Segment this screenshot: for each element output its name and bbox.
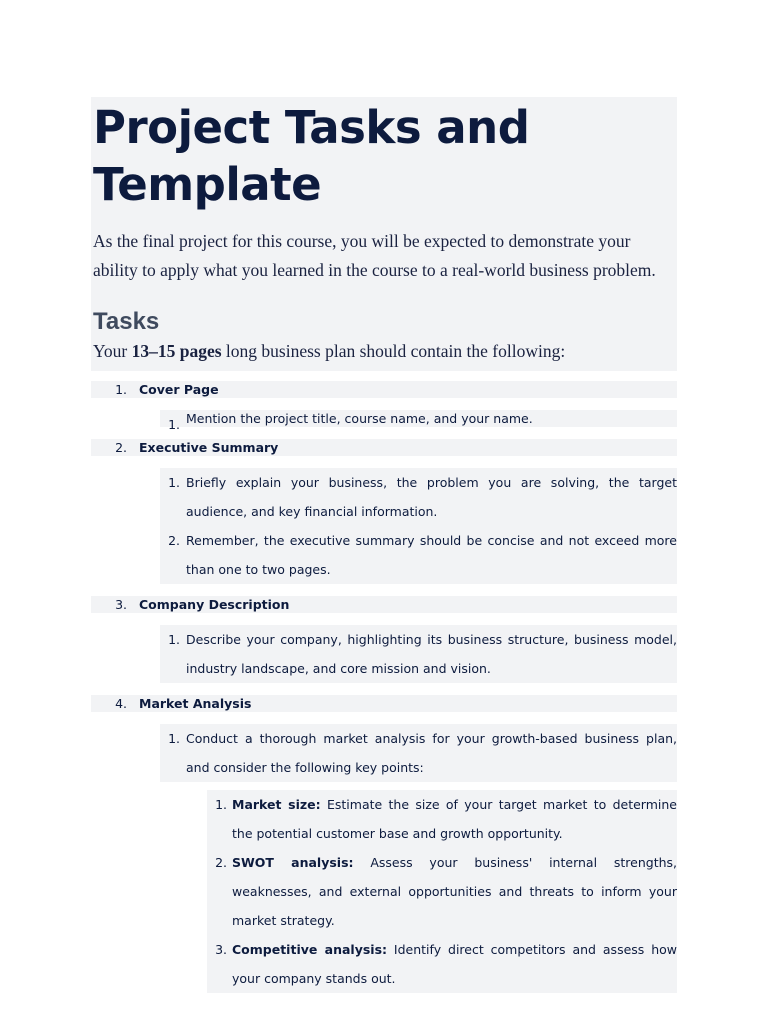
point-text xyxy=(232,848,677,935)
sub-list-item xyxy=(160,410,677,432)
subitem-text: Conduct a thorough market analysis for your growth-based business plan, and consider the following key points: xyxy=(186,731,677,775)
sub-list-item xyxy=(160,526,677,584)
subitem-group xyxy=(160,625,677,683)
subitem-text: Briefly explain your business, the problem you are solving, the target audience, and key financial information. xyxy=(186,475,677,519)
point-group xyxy=(207,790,677,993)
point-body: Identify direct competitors and assess how your company stands out. xyxy=(232,942,677,986)
sub-list-item xyxy=(160,625,677,683)
lead-prefix: Your xyxy=(93,341,132,361)
tasks-heading: Tasks xyxy=(93,308,160,335)
sub-list-item xyxy=(160,468,677,526)
subitem-number: 1. xyxy=(168,632,180,647)
point-body: Assess your business' internal strengths, weaknesses, and external opportunities and threats to inform your market strategy. xyxy=(232,855,677,928)
list-item xyxy=(91,596,677,613)
point-text xyxy=(232,935,677,993)
item-label-company-description: Company Description xyxy=(139,597,290,612)
subitem-number: 1. xyxy=(168,417,180,432)
subitem-group xyxy=(160,410,677,432)
point-item xyxy=(207,790,677,848)
point-number: 2. xyxy=(215,855,227,870)
point-number: 3. xyxy=(215,942,227,957)
intro-paragraph: As the final project for this course, you will be expected to demonstrate your ability to apply what you learned in the course to a real-world business problem. xyxy=(93,231,656,280)
point-body: Estimate the size of your target market to determine the potential customer base and growth opportunity. xyxy=(232,797,677,841)
point-label: Market size: xyxy=(232,797,321,812)
item-label-executive-summary: Executive Summary xyxy=(139,440,279,455)
point-text xyxy=(232,790,677,848)
subitem-number: 1. xyxy=(168,731,180,746)
subitem-text: Remember, the executive summary should be concise and not exceed more than one to two pages. xyxy=(186,533,677,577)
subitem-text: Describe your company, highlighting its business structure, business model, industry landscape, and core mission and vision. xyxy=(186,632,677,676)
subitem-group xyxy=(160,468,677,584)
point-number: 1. xyxy=(215,797,227,812)
item-label-market-analysis: Market Analysis xyxy=(139,696,252,711)
item-number: 1. xyxy=(115,382,127,397)
lead-sentence xyxy=(93,339,675,363)
point-item xyxy=(207,935,677,993)
page-count: 13–15 pages xyxy=(131,341,222,361)
item-number: 2. xyxy=(115,440,127,455)
subitem-text: Mention the project title, course name, and your name. xyxy=(186,411,533,426)
sub-list-item xyxy=(160,724,677,782)
list-item xyxy=(91,381,677,398)
page-title: Project Tasks and Template xyxy=(93,101,530,211)
header-block xyxy=(91,97,677,371)
subitem-number: 1. xyxy=(168,475,180,490)
subitem-number: 2. xyxy=(168,533,180,548)
lead-suffix: long business plan should contain the following: xyxy=(221,341,566,361)
item-number: 3. xyxy=(115,597,127,612)
subitem-group xyxy=(160,724,677,782)
point-label: Competitive analysis: xyxy=(232,942,388,957)
item-label-cover-page: Cover Page xyxy=(139,382,219,397)
point-item xyxy=(207,848,677,935)
point-label: SWOT analysis: xyxy=(232,855,354,870)
document-page xyxy=(91,97,677,993)
list-item xyxy=(91,439,677,456)
list-item xyxy=(91,695,677,712)
item-number: 4. xyxy=(115,696,127,711)
